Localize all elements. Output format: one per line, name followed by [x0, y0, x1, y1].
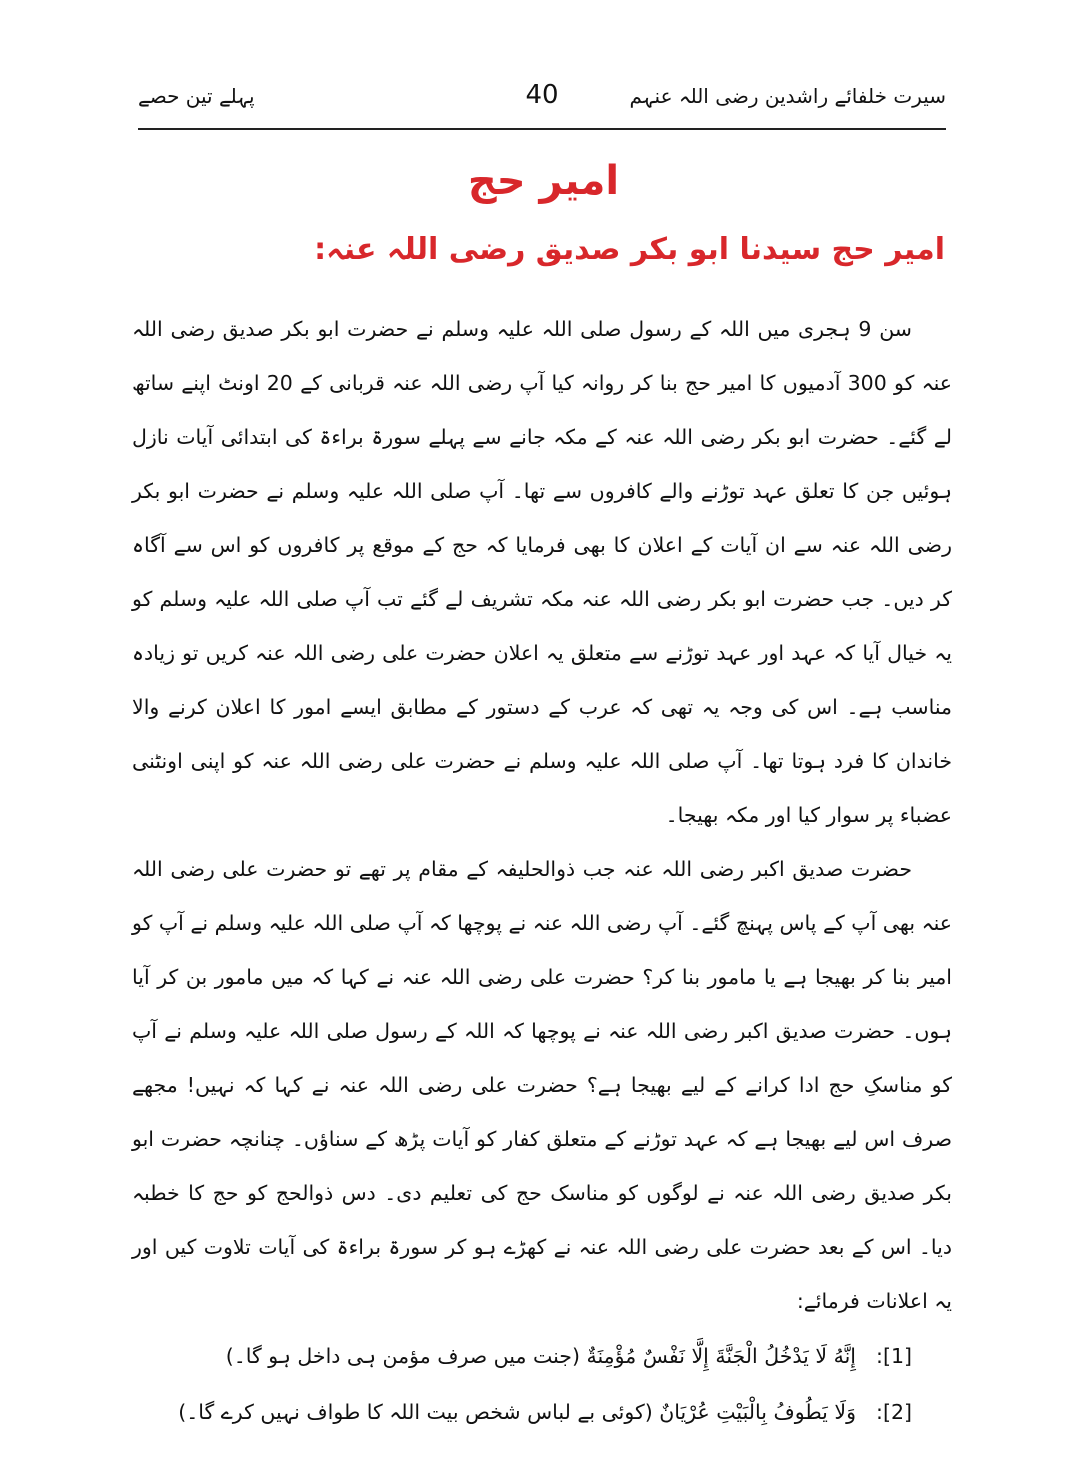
announcement-number: [1]: — [876, 1344, 912, 1368]
page-number: 40 — [525, 80, 559, 110]
announcement-text: إِنَّهُ لَا يَدْخُلُ الْجَنَّةَ إِلَّا نَفْسٌ مُؤْمِنَةٌ (جنت میں صرف مؤمن ہی داخل ہو گا۔) — [225, 1344, 856, 1368]
chapter-title: امیر حج — [467, 158, 620, 204]
section-heading: امیر حج سیدنا ابو بکر صدیق رضی اللہ عنہ: — [314, 232, 945, 267]
body-text — [132, 302, 952, 1440]
announcement-item — [132, 1384, 952, 1440]
announcement-list — [132, 1328, 952, 1440]
announcement-item — [132, 1328, 952, 1384]
page-header — [138, 78, 946, 130]
book-title: سیرت خلفائے راشدین رضی اللہ عنہم — [629, 84, 946, 108]
paragraph-2: حضرت صدیق اکبر رضی اللہ عنہ جب ذوالحلیفہ کے مقام پر تھے تو حضرت علی رضی اللہ عنہ بھی آپ کے پاس پہنچ گئے۔ آپ رضی اللہ عنہ نے پوچھا کہ آپ صلی اللہ علیہ وسلم نے آپ کو امیر بنا کر بھیجا ہے یا مامور بنا کر؟ حضرت علی رضی اللہ عنہ نے کہا کہ میں مامور بن کر آیا ہوں۔ حضرت صدیق اکبر رضی اللہ عنہ نے پوچھا کہ اللہ کے رسول صلی اللہ علیہ وسلم نے آپ کو مناسکِ حج ادا کرانے کے لیے بھیجا ہے؟ حضرت علی رضی اللہ عنہ نے کہا کہ نہیں! مجھے صرف اس لیے بھیجا ہے کہ عہد توڑنے کے متعلق کفار کو آیات پڑھ کے سناؤں۔ چنانچہ حضرت ابو بکر صدیق رضی اللہ عنہ نے لوگوں کو مناسک حج کی تعلیم دی۔ دس ذوالحج کو حج کا خطبہ دیا۔ اس کے بعد حضرت علی رضی اللہ عنہ نے کھڑے ہو کر سورۃ براءۃ کی آیات تلاوت کیں اور یہ اعلانات فرمائے: — [132, 857, 952, 1313]
announcement-text: وَلَا يَطُوفُ بِالْبَيْتِ عُرْيَانٌ (کوئی بے لباس شخص بیت اللہ کا طواف نہیں کرے گا۔) — [178, 1400, 856, 1424]
announcement-number: [2]: — [876, 1400, 912, 1424]
paragraph-1: سن 9 ہجری میں اللہ کے رسول صلی اللہ علیہ وسلم نے حضرت ابو بکر صدیق رضی اللہ عنہ کو 300 آدمیوں کا امیر حج بنا کر روانہ کیا آپ رضی اللہ عنہ قربانی کے 20 اونٹ اپنے ساتھ لے گئے۔ حضرت ابو بکر رضی اللہ عنہ کے مکہ جانے سے پہلے سورۃ براءۃ کی ابتدائی آیات نازل ہوئیں جن کا تعلق عہد توڑنے والے کافروں سے تھا۔ آپ صلی اللہ علیہ وسلم نے حضرت ابو بکر رضی اللہ عنہ سے ان آیات کے اعلان کا بھی فرمایا کہ حج کے موقع پر کافروں کو اس سے آگاہ کر دیں۔ جب حضرت ابو بکر رضی اللہ عنہ مکہ تشریف لے گئے تب آپ صلی اللہ علیہ وسلم کو یہ خیال آیا کہ عہد اور عہد توڑنے سے متعلق یہ اعلان حضرت علی رضی اللہ عنہ کریں تو زیادہ مناسب ہے۔ اس کی وجہ یہ تھی کہ عرب کے دستور کے مطابق ایسے امور کا اعلان کرنے والا خاندان کا فرد ہوتا تھا۔ آپ صلی اللہ علیہ وسلم نے حضرت علی رضی اللہ عنہ کو اپنی اونٹنی عضباء پر سوار کیا اور مکہ بھیجا۔ — [132, 317, 952, 827]
section-label: پہلے تین حصے — [138, 84, 255, 108]
